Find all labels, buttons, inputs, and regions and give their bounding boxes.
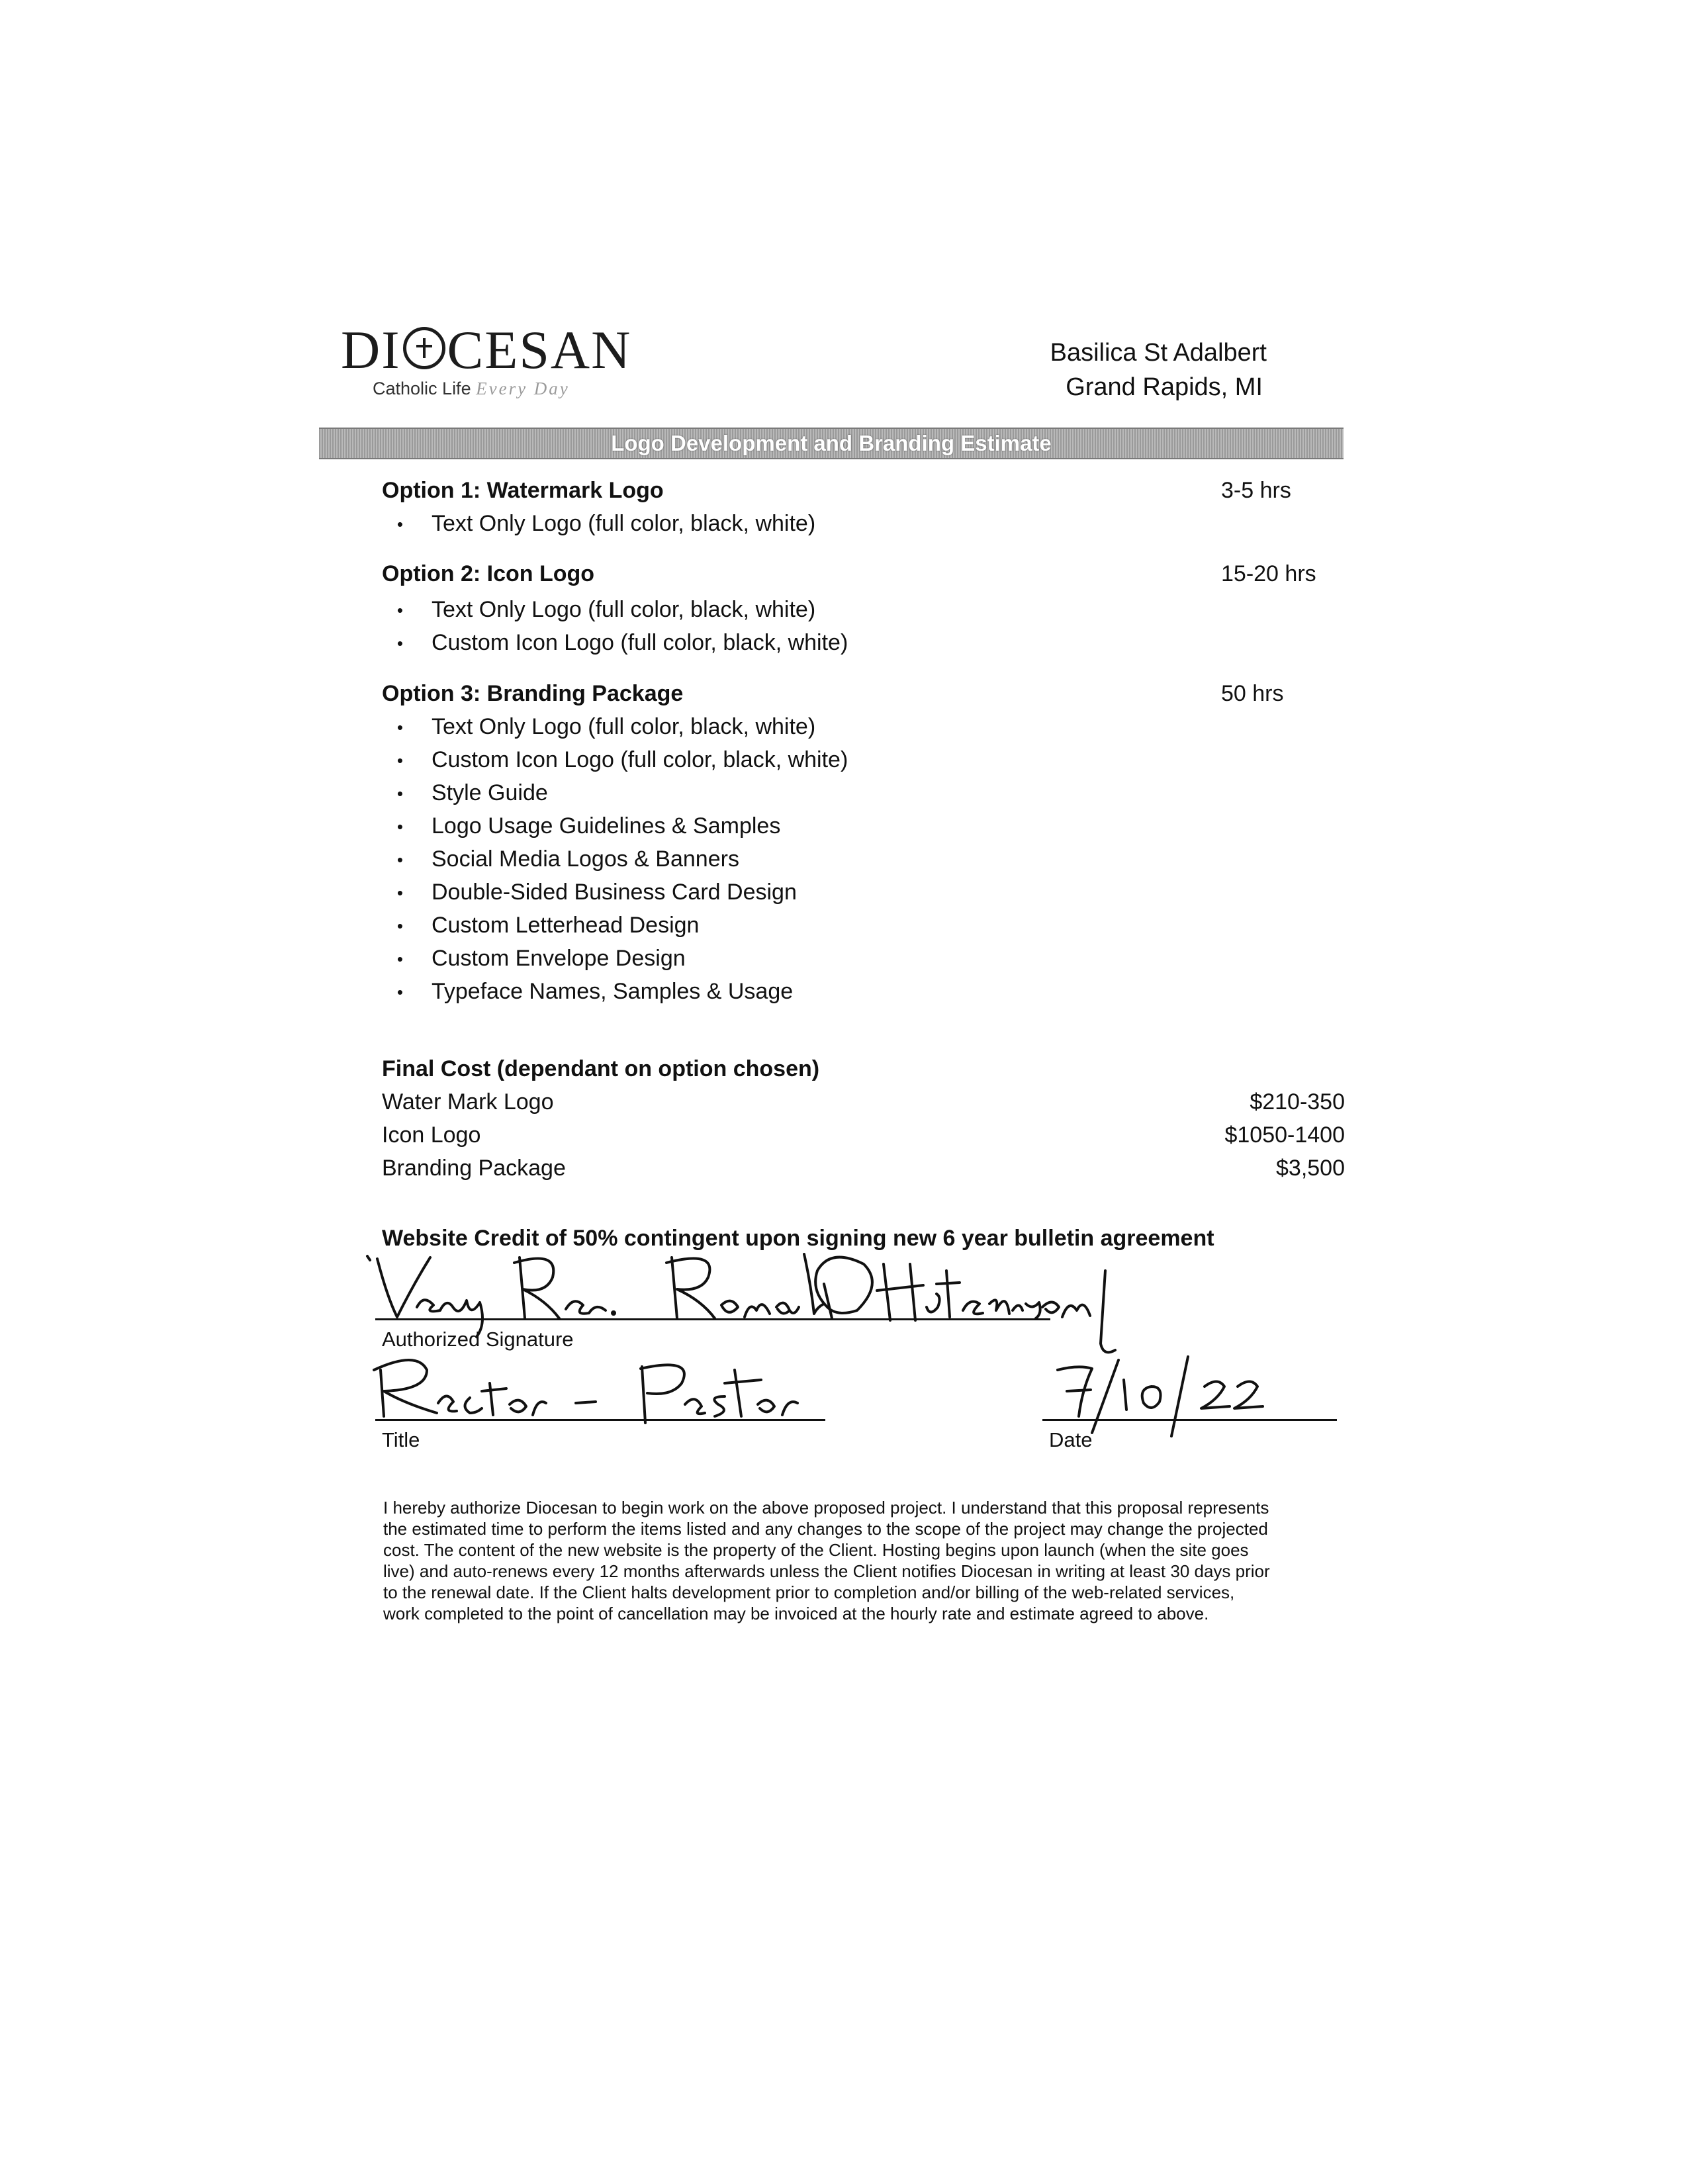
logo-tagline: Catholic Life Every Day	[373, 379, 570, 398]
list-item: • Custom Letterhead Design	[412, 913, 679, 938]
list-item: • Typeface Names, Samples & Usage	[412, 979, 773, 1005]
handwritten-title	[364, 1350, 841, 1430]
option-1-hours: 3-5 hrs	[1221, 478, 1291, 503]
final-cost-heading: Final Cost (dependant on option chosen)	[382, 1056, 820, 1081]
handwritten-signature	[361, 1244, 1188, 1343]
list-item: • Style Guide	[412, 780, 528, 806]
diocesan-logo: DI CESAN	[341, 320, 632, 380]
cost-value: $3,500	[1276, 1156, 1345, 1181]
cost-label: Water Mark Logo	[382, 1089, 554, 1115]
list-item: • Custom Envelope Design	[412, 946, 666, 972]
website-credit-note: Website Credit of 50% contingent upon signing new 6 year bulletin agreement	[382, 1226, 1214, 1251]
option-2-hours: 15-20 hrs	[1221, 561, 1316, 586]
client-location: Grand Rapids, MI	[1066, 373, 1263, 401]
list-item: • Text Only Logo (full color, black, white)	[412, 714, 796, 740]
option-1-title: Option 1: Watermark Logo	[382, 478, 664, 503]
cost-label: Icon Logo	[382, 1122, 481, 1148]
cost-label: Branding Package	[382, 1156, 566, 1181]
estimate-banner: Logo Development and Branding Estimate	[319, 428, 1344, 459]
signature-label: Authorized Signature	[382, 1328, 574, 1351]
list-item: • Double-Sided Business Card Design	[412, 880, 777, 905]
option-3-hours: 50 hrs	[1221, 681, 1284, 706]
authorization-text: I hereby authorize Diocesan to begin work on the above proposed project. I understand that this proposal represents the estimated time to perform the items listed and any changes to the scope of the project may change the projected cost. The content of the new website is the property of the Client. Hosting begins upon launch (when the site goes live) and auto-renews every 12 months afterwards unless the Client notifies Diocesan in writing at least 30 days prior to the renewal date. If the Client halts development prior to completion and/or billing of the web-related services, work completed to the point of cancellation may be invoiced at the hourly rate and estimate agreed to above.	[383, 1498, 1270, 1623]
list-item: • Text Only Logo (full color, black, white)	[412, 597, 796, 623]
option-3-title: Option 3: Branding Package	[382, 681, 684, 706]
list-item: • Text Only Logo (full color, black, white)	[412, 511, 796, 537]
title-label: Title	[382, 1428, 420, 1451]
cost-value: $210-350	[1250, 1089, 1345, 1115]
cost-value: $1050-1400	[1224, 1122, 1345, 1148]
handwritten-date	[1052, 1350, 1291, 1436]
list-item: • Logo Usage Guidelines & Samples	[412, 813, 760, 839]
client-name: Basilica St Adalbert	[1050, 339, 1267, 367]
list-item: • Custom Icon Logo (full color, black, white)	[412, 630, 828, 656]
cross-circle-icon	[403, 327, 445, 369]
list-item: • Social Media Logos & Banners	[412, 846, 719, 872]
date-label: Date	[1049, 1428, 1093, 1451]
option-2-title: Option 2: Icon Logo	[382, 561, 595, 586]
list-item: • Custom Icon Logo (full color, black, white)	[412, 747, 828, 773]
